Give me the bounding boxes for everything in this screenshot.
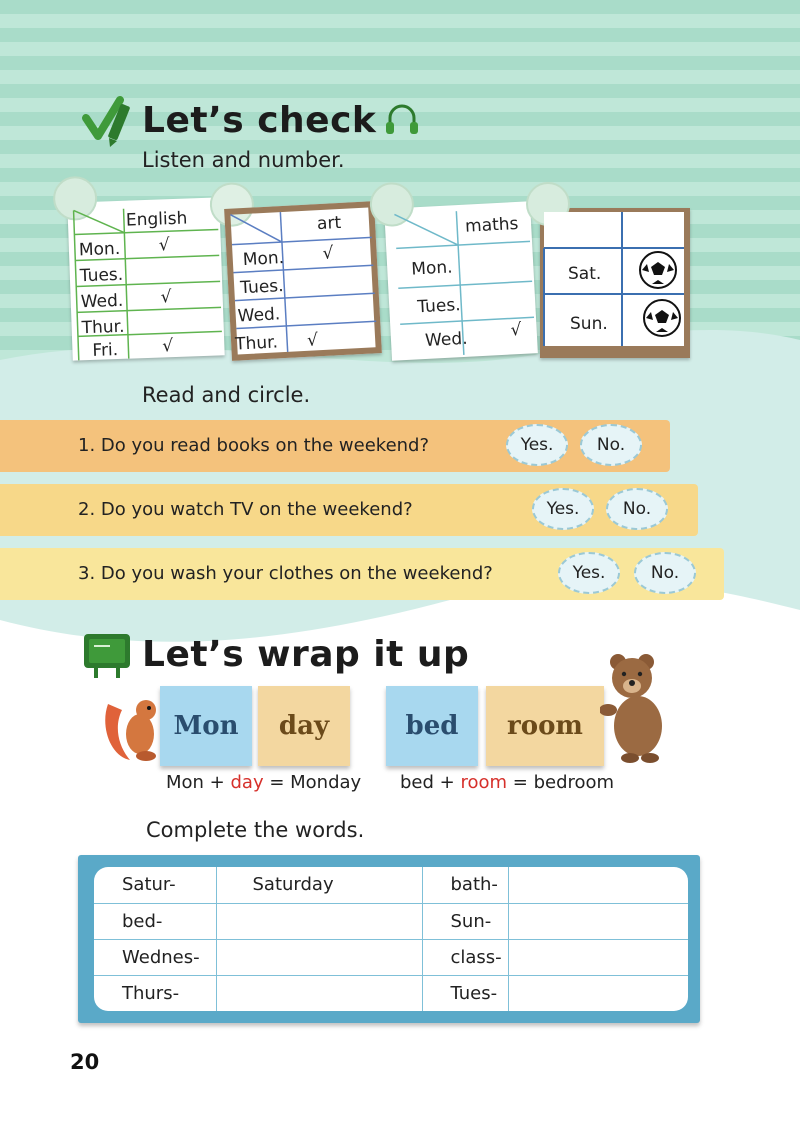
blackboard-icon bbox=[80, 626, 136, 682]
no-option[interactable]: No. bbox=[634, 552, 696, 594]
word-answer[interactable] bbox=[508, 867, 688, 903]
football-icon bbox=[638, 250, 678, 290]
yes-option[interactable]: Yes. bbox=[506, 424, 568, 466]
card-day: Wed. bbox=[424, 328, 469, 351]
word-prefix: bath- bbox=[422, 867, 508, 903]
card-day: Tues. bbox=[79, 264, 124, 287]
card-subject: English bbox=[125, 208, 188, 231]
word-answer[interactable] bbox=[216, 939, 422, 975]
table-row bbox=[94, 975, 688, 1011]
table-row bbox=[94, 867, 688, 903]
word-prefix: Tues- bbox=[422, 975, 508, 1011]
word-tile-room: room bbox=[486, 686, 604, 766]
timetable-card-maths bbox=[384, 201, 538, 360]
question-text: 3. Do you wash your clothes on the weekend? bbox=[78, 563, 493, 584]
card-subject: art bbox=[316, 212, 342, 235]
card-day: Thur. bbox=[81, 316, 125, 339]
word-answer[interactable] bbox=[508, 939, 688, 975]
card-day: Fri. bbox=[92, 340, 119, 361]
check-heading bbox=[80, 92, 422, 148]
formula-part-highlight: room bbox=[460, 772, 508, 793]
word-tile-day: day bbox=[258, 686, 350, 766]
word-tile-bed: bed bbox=[386, 686, 478, 766]
table-row bbox=[94, 939, 688, 975]
card-tick: √ bbox=[306, 330, 319, 351]
formula-part-highlight: day bbox=[230, 772, 264, 793]
word-prefix: Satur- bbox=[94, 867, 216, 903]
formula-plus: + bbox=[203, 772, 231, 793]
formula-part: Mon bbox=[166, 772, 204, 793]
word-answer[interactable] bbox=[508, 975, 688, 1011]
card-tick: √ bbox=[162, 336, 174, 357]
complete-words-table bbox=[78, 855, 700, 1023]
card-day: Wed. bbox=[237, 304, 281, 327]
word-answer[interactable] bbox=[216, 975, 422, 1011]
card-day: Sun. bbox=[570, 314, 608, 334]
yes-option[interactable]: Yes. bbox=[532, 488, 594, 530]
formula-part: bed bbox=[400, 772, 434, 793]
card-day: Wed. bbox=[80, 290, 124, 313]
question-banner-2 bbox=[0, 484, 706, 540]
word-prefix: Wednes- bbox=[94, 939, 216, 975]
question-banner-1 bbox=[0, 420, 680, 476]
no-option[interactable]: No. bbox=[606, 488, 668, 530]
card-tick: √ bbox=[322, 243, 334, 264]
card-tick: √ bbox=[160, 287, 172, 308]
word-answer[interactable] bbox=[216, 903, 422, 939]
check-pencil-icon bbox=[80, 92, 136, 148]
read-instruction: Read and circle. bbox=[142, 383, 311, 407]
word-answer[interactable]: Saturday bbox=[216, 867, 422, 903]
headphones-icon[interactable] bbox=[382, 100, 422, 140]
squirrel-illustration bbox=[100, 686, 164, 766]
formula-result: = bedroom bbox=[507, 772, 615, 793]
football-icon bbox=[642, 298, 682, 338]
question-text: 2. Do you watch TV on the weekend? bbox=[78, 499, 413, 520]
timetable-card-weekend bbox=[540, 208, 690, 358]
formula-result: = Monday bbox=[263, 772, 362, 793]
wrap-heading bbox=[80, 626, 469, 682]
question-banner-3 bbox=[0, 548, 730, 604]
card-day: Mon. bbox=[410, 257, 454, 280]
listen-instruction: Listen and number. bbox=[142, 148, 345, 172]
formula-plus: + bbox=[433, 772, 461, 793]
card-tick: √ bbox=[510, 319, 523, 341]
card-tick: √ bbox=[158, 235, 171, 256]
check-title: Let’s check bbox=[142, 99, 377, 141]
word-prefix: Thurs- bbox=[94, 975, 216, 1011]
card-subject: maths bbox=[464, 213, 519, 237]
card-day: Mon. bbox=[78, 238, 121, 261]
word-prefix: Sun- bbox=[422, 903, 508, 939]
table-paper bbox=[94, 867, 688, 1011]
word-tile-mon: Mon bbox=[160, 686, 252, 766]
yes-option[interactable]: Yes. bbox=[558, 552, 620, 594]
formula-bedroom bbox=[400, 772, 614, 793]
timetable-card-art bbox=[224, 201, 382, 361]
complete-instruction: Complete the words. bbox=[146, 818, 365, 842]
question-text: 1. Do you read books on the weekend? bbox=[78, 435, 430, 456]
card-day: Tues. bbox=[239, 276, 285, 299]
timetable-card-english bbox=[67, 197, 224, 360]
word-prefix: class- bbox=[422, 939, 508, 975]
wrap-title: Let’s wrap it up bbox=[142, 633, 470, 675]
formula-monday bbox=[166, 772, 361, 793]
card-day: Mon. bbox=[242, 247, 285, 271]
page-number: 20 bbox=[70, 1050, 100, 1074]
card-day: Tues. bbox=[416, 295, 462, 318]
no-option[interactable]: No. bbox=[580, 424, 642, 466]
words-grid bbox=[94, 867, 688, 1011]
bear-illustration bbox=[600, 652, 670, 764]
word-prefix: bed- bbox=[94, 903, 216, 939]
card-day: Sat. bbox=[568, 264, 602, 284]
table-row bbox=[94, 903, 688, 939]
word-answer[interactable] bbox=[508, 903, 688, 939]
card-day: Thur. bbox=[234, 332, 279, 355]
